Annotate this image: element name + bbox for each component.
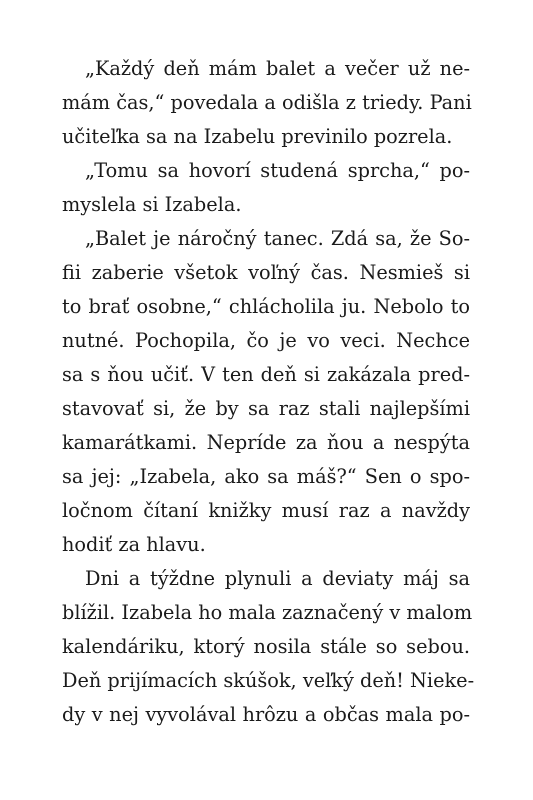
paragraph — [62, 222, 470, 562]
text-line: kamarátkami. Nepríde za ňou a nespýta — [62, 431, 470, 454]
text-line: Deň prijímacích skúšok, veľký deň! Nieke- — [62, 669, 475, 692]
text-line: „Balet je náročný tanec. Zdá sa, že So- — [85, 227, 470, 250]
text-line: kalendáriku, ktorý nosila stále so sebou. — [62, 635, 470, 658]
text-line: myslela si Izabela. — [62, 193, 242, 216]
text-line: blížil. Izabela ho mala zaznačený v malom — [62, 601, 473, 624]
text-line: dy v nej vyvolával hrôzu a občas mala po- — [62, 703, 470, 726]
paragraph — [62, 154, 470, 222]
text-line: stavovať si, že by sa raz stali najlepšími — [62, 397, 470, 420]
text-line: sa jej: „Izabela, ako sa máš?“ Sen o spo- — [62, 465, 470, 488]
paragraph — [62, 562, 475, 732]
text-line: mám čas,“ povedala a odišla z triedy. Pani — [62, 91, 472, 114]
paragraph — [62, 52, 470, 154]
text-line: sa s ňou učiť. V ten deň si zakázala pred- — [62, 363, 470, 386]
text-line: to brať osobne,“ chlácholila ju. Nebolo to — [62, 295, 470, 318]
text-line: Dni a týždne plynuli a deviaty máj sa — [85, 567, 470, 590]
text-line: fii zaberie všetok voľný čas. Nesmieš si — [62, 261, 470, 284]
text-line: učiteľka sa na Izabelu previnilo pozrela. — [62, 125, 453, 148]
text-line: hodiť za hlavu. — [62, 533, 206, 556]
text-line: „Každý deň mám balet a večer už ne- — [85, 57, 470, 80]
body-text — [62, 52, 475, 732]
text-line: ločnom čítaní knižky musí raz a navždy — [62, 499, 470, 522]
text-line: nutné. Pochopila, čo je vo veci. Nechce — [62, 329, 470, 352]
text-line: „Tomu sa hovorí studená sprcha,“ po- — [85, 159, 470, 182]
